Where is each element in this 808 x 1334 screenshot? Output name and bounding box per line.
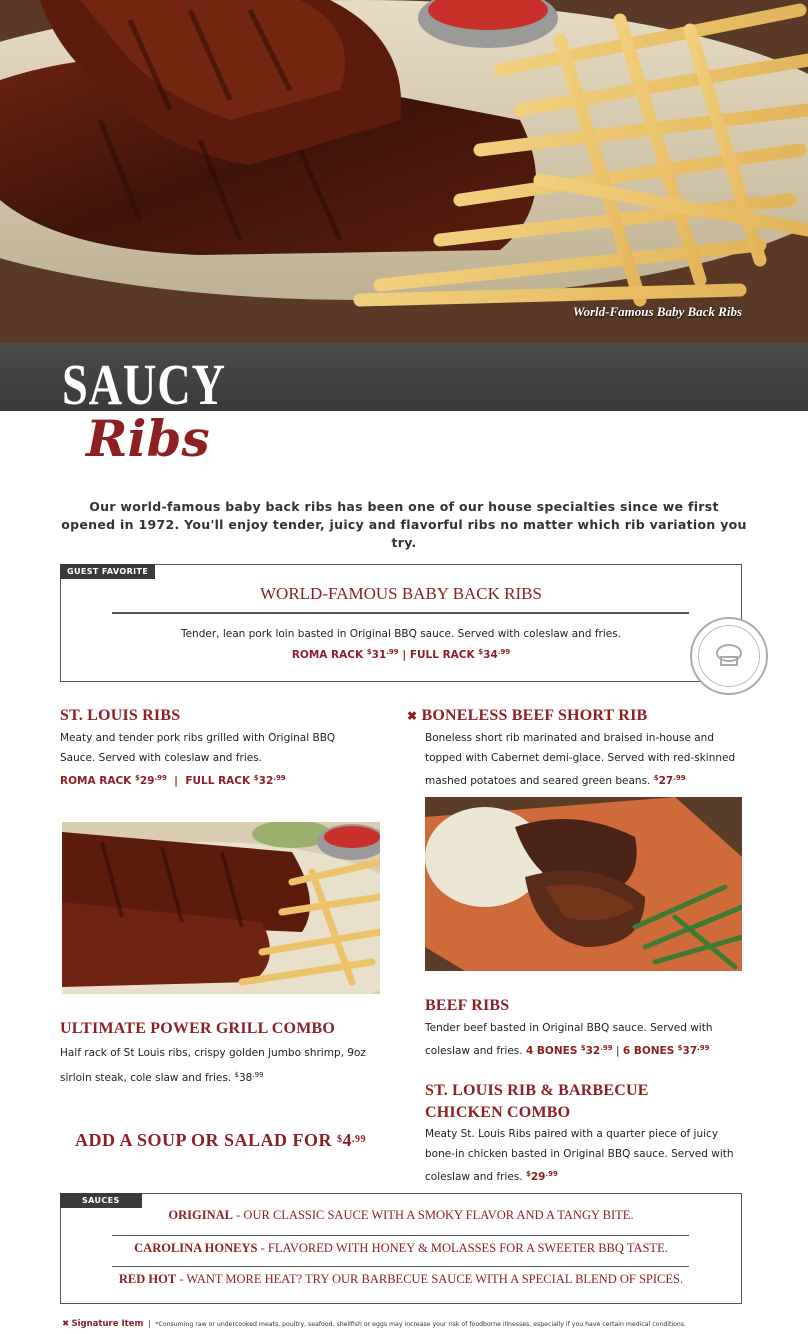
rib-chicken-combo-title-line1: ST. LOUIS RIB & BARBECUE <box>425 1082 649 1099</box>
currency: $ <box>653 774 659 782</box>
sauce-description: - OUR CLASSIC SAUCE WITH A SMOKY FLAVOR AND A TANGY BITE. <box>233 1208 634 1222</box>
beef-ribs-description-text: Tender beef basted in Original BBQ sauce. Served with coleslaw and fries. <box>425 1022 713 1057</box>
guest-favorite-box <box>60 564 742 682</box>
signature-item-label: Signature Item <box>71 1319 144 1329</box>
cents: .99 <box>697 1044 710 1052</box>
divider <box>112 1235 689 1236</box>
currency: $ <box>478 648 484 656</box>
cents: .99 <box>600 1044 613 1052</box>
currency: $ <box>234 1071 239 1079</box>
four-bones-price: 32 <box>585 1045 601 1057</box>
currency: $ <box>134 774 140 782</box>
full-rack-label: FULL RACK <box>409 649 475 661</box>
sauce-original <box>60 1208 742 1223</box>
chef-original-stamp <box>690 617 768 695</box>
price-separator: | <box>174 775 179 787</box>
price-separator: | <box>402 649 407 661</box>
soup-salad-offer <box>75 1130 366 1151</box>
cents: .99 <box>252 1071 264 1079</box>
full-rack-label: FULL RACK <box>185 775 251 787</box>
rib-chicken-combo-description <box>425 1124 745 1187</box>
st-louis-ribs-prices <box>60 768 286 791</box>
cents: .99 <box>352 1134 367 1145</box>
sauce-name: CAROLINA HONEYS <box>134 1241 258 1255</box>
six-bones-price: 37 <box>682 1045 698 1057</box>
cents: .99 <box>386 648 399 656</box>
combo-price: 38 <box>238 1072 253 1084</box>
six-bones-label: 6 BONES <box>622 1045 675 1057</box>
cents: .99 <box>545 1170 558 1178</box>
sauce-name: RED HOT <box>118 1272 177 1286</box>
short-rib-photo <box>425 797 742 971</box>
ribs-photo-illustration <box>62 822 380 994</box>
divider <box>112 612 689 614</box>
rib-chicken-combo-description-text: Meaty St. Louis Ribs paired with a quarter piece of juicy bone-in chicken basted in Original BBQ sauce. Served with coleslaw and fries. <box>425 1128 734 1183</box>
combo-description-text: Half rack of St Louis ribs, crispy golden jumbo shrimp, 9oz sirloin steak, cole slaw and fries. <box>60 1047 366 1084</box>
cents: .99 <box>273 774 286 782</box>
st-louis-ribs-title: ST. LOUIS RIBS <box>60 707 181 724</box>
guest-favorite-description: Tender, lean pork loin basted in Original BBQ sauce. Served with coleslaw and fries. <box>180 628 622 640</box>
currency: $ <box>337 1134 343 1145</box>
roma-rack-label: ROMA RACK <box>291 649 364 661</box>
short-rib-description-text: Boneless short rib marinated and braised in-house and topped with Cabernet demi-glace. Served with red-skinned mashed potatoes and seared green beans. <box>425 732 736 787</box>
sauces-tag: SAUCES <box>60 1193 142 1208</box>
short-rib-title-text: BONELESS BEEF SHORT RIB <box>421 707 648 724</box>
four-bones-label: 4 BONES <box>525 1045 578 1057</box>
power-grill-combo-title: ULTIMATE POWER GRILL COMBO <box>60 1020 336 1037</box>
short-rib-photo-illustration <box>425 797 742 971</box>
power-grill-combo-description <box>60 1042 380 1089</box>
currency: $ <box>366 648 372 656</box>
currency: $ <box>253 774 259 782</box>
beef-ribs-title: BEEF RIBS <box>425 997 510 1014</box>
photo-caption: World-Famous Baby Back Ribs <box>572 304 742 319</box>
sauce-description: - WANT MORE HEAT? TRY OUR BARBECUE SAUCE WITH A SPECIAL BLEND OF SPICES. <box>176 1272 684 1286</box>
sauce-name: ORIGINAL <box>168 1208 234 1222</box>
section-title-ribs: Ribs <box>86 409 210 468</box>
st-louis-ribs-photo <box>62 822 380 994</box>
cents: .99 <box>673 774 686 782</box>
cents: .99 <box>154 774 167 782</box>
guest-favorite-prices <box>60 648 742 661</box>
sauce-carolina-honeys <box>60 1241 742 1256</box>
hero-photo <box>0 0 808 343</box>
soup-salad-label: ADD A SOUP OR SALAD FOR <box>75 1130 333 1150</box>
signature-icon: ✖ <box>407 709 418 723</box>
currency: $ <box>677 1044 683 1052</box>
section-title-saucy: SAUCY <box>62 352 226 417</box>
full-rack-price: 34 <box>483 649 498 661</box>
rib-chicken-combo-price: 29 <box>530 1171 546 1183</box>
ribs-and-fries-illustration <box>0 0 808 343</box>
roma-rack-label: ROMA RACK <box>60 775 132 787</box>
sauce-red-hot <box>60 1272 742 1287</box>
short-rib-description <box>425 728 743 791</box>
full-rack-price: 32 <box>258 775 274 787</box>
currency: $ <box>580 1044 586 1052</box>
crossed-utensils-icon: ✖ <box>62 1319 70 1329</box>
chef-hat-icon <box>690 617 768 695</box>
foodborne-disclaimer: *Consuming raw or undercooked meats, poultry, seafood, shellfish or eggs may increase your risk of foodborne illnesses, especially if you have certain medical conditions. <box>155 1321 687 1328</box>
currency: $ <box>525 1170 531 1178</box>
price-separator: | <box>615 1045 620 1057</box>
short-rib-title <box>407 707 647 725</box>
footer-separator: | <box>148 1319 151 1328</box>
guest-favorite-title: WORLD-FAMOUS BABY BACK RIBS <box>260 584 542 603</box>
cents: .99 <box>497 648 511 656</box>
roma-rack-price: 31 <box>371 649 387 661</box>
beef-ribs-description <box>425 1018 745 1061</box>
divider <box>112 1266 689 1267</box>
intro-text: Our world-famous baby back ribs has been one of our house specialties since we first opened in 1972. You'll enjoy tender, juicy and flavorful ribs no matter which rib variation you try. <box>61 499 747 550</box>
roma-rack-price: 29 <box>139 775 155 787</box>
guest-favorite-tag: GUEST FAVORITE <box>60 564 155 579</box>
rib-chicken-combo-title <box>425 1080 649 1124</box>
st-louis-ribs-description: Meaty and tender pork ribs grilled with Original BBQ Sauce. Served with coleslaw and fries. <box>60 732 336 764</box>
rib-chicken-combo-title-line2: CHICKEN COMBO <box>425 1104 571 1121</box>
short-rib-price: 27 <box>658 775 674 787</box>
sauce-description: - FLAVORED WITH HONEY & MOLASSES FOR A SWEETER BBQ TASTE. <box>257 1241 668 1255</box>
footer-note <box>62 1319 686 1329</box>
soup-salad-price: 4 <box>342 1130 353 1150</box>
